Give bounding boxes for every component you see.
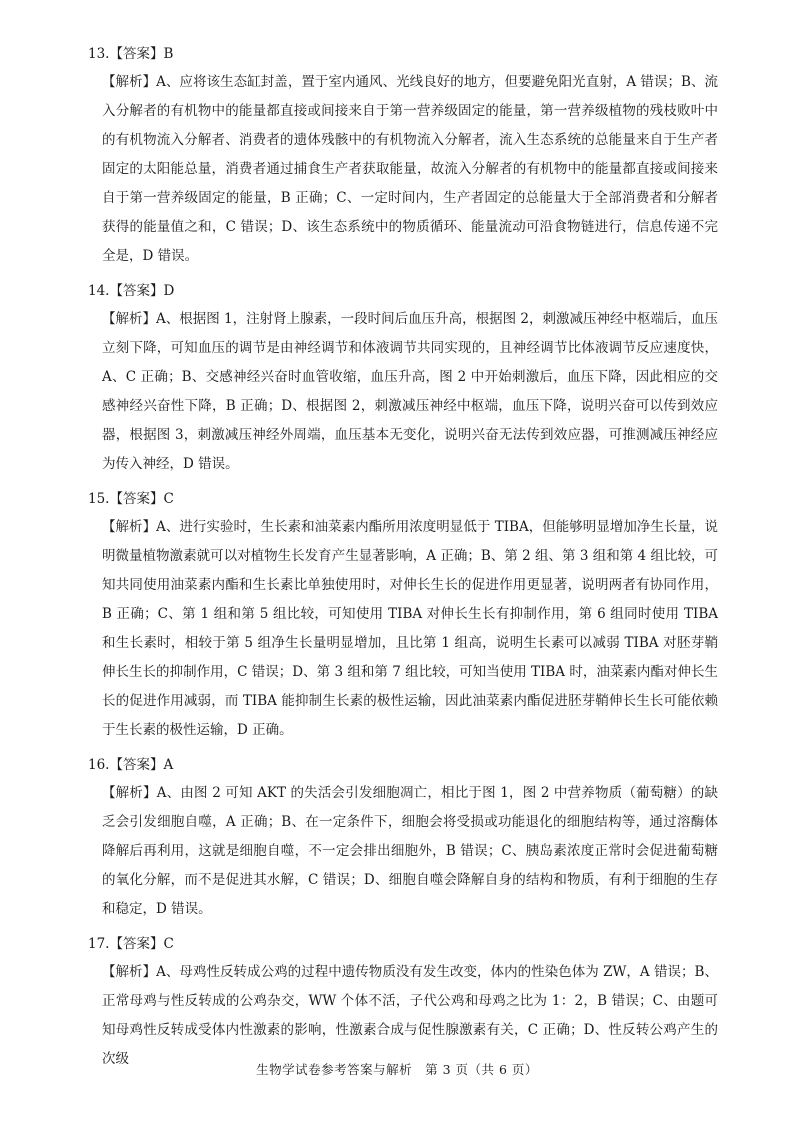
question-13: [88, 40, 718, 271]
page-footer: 生物学试卷参考答案与解析 第 3 页（共 6 页）: [256, 1062, 538, 1077]
analysis-paragraph: 【解析】A、根据图 1，注射肾上腺素，一段时间后血压升高，根据图 2，刺激减压神经中枢端后，血压立刻下降，可知血压的调节是由神经调节和体液调节共同实现的，且神经调节比体液调节反应速度快，A、C 正确；B、交感神经兴奋时血管收缩，血压升高，图 2 中开始刺激后，血压下降，因此相应的交感神经兴奋性下降，B 正确；D、根据图 2，刺激减压神经中枢端，血压下降，说明兴奋可以传到效应器，根据图 3，刺激减压神经外周端，血压基本无变化，说明兴奋无法传到效应器，可推测减压神经应为传入神经，D 错误。: [102, 311, 719, 472]
analysis-paragraph: 【解析】A、进行实验时，生长素和油菜素内酯所用浓度明显低于 TIBA，但能够明显增加净生长量，说明微量植物激素就可以对植物生长发育产生显著影响，A 正确；B、第 2 组、第 3 组和第 4 组比较，可知共同使用油菜素内酯和生长素比单独使用时，对伸长生长的促进作用更显著，说明两者有协同作用，B 正确；C、第 1 组和第 5 组比较，可知使用 TIBA 对伸长生长有抑制作用，第 6 组同时使用 TIBA 和生长素时，相较于第 5 组净生长量明显增加，且比第 1 组高，说明生长素可以减弱 TIBA 对胚芽鞘伸长生长的抑制作用，C 错误；D、第 3 组和第 7 组比较，可知当使用 TIBA 时，油菜素内酯对伸长生长的促进作用减弱，而 TIBA 能抑制生长素的极性运输，因此油菜素内酯促进胚芽鞘伸长生长可能依赖于生长素的极性运输，D 正确。: [102, 519, 718, 738]
answer-list: [88, 40, 718, 1074]
analysis-paragraph: 【解析】A、由图 2 可知 AKT 的失活会引发细胞凋亡，相比于图 1，图 2 中营养物质（葡萄糖）的缺乏会引发细胞自噬，A 正确；B、在一定条件下，细胞会将受损或功能退化的细胞结构等，通过溶酶体降解后再利用，这就是细胞自噬，不一定会排出细胞外，B 错误；C、胰岛素浓度正常时会促进葡萄糖的氧化分解，而不是促进其水解，C 错误；D、细胞自噬会降解自身的结构和物质，有利于细胞的生存和稳定，D 错误。: [102, 785, 718, 917]
answer-line: 14.【答案】D: [88, 283, 175, 299]
answer-line: 15.【答案】C: [88, 491, 174, 507]
analysis-paragraph: 【解析】A、应将该生态缸封盖，置于室内通风、光线良好的地方，但要避免阳光直射，A 错误；B、流入分解者的有机物中的能量都直接或间接来自于第一营养级固定的能量，第一营养级植物的残枝败叶中的有机物流入分解者、消费者的遗体残骸中的有机物流入分解者，流入生态系统的总能量来自于生产者固定的太阳能总量，消费者通过捕食生产者获取能量，故流入分解者的有机物中的能量都直接或间接来自于第一营养级固定的能量，B 正确；C、一定时间内，生产者固定的总能量大于全部消费者和分解者获得的能量值之和，C 错误；D、该生态系统中的物质循环、能量流动可沿食物链进行，信息传递不完全是，D 错误。: [102, 74, 718, 264]
question-14: [88, 277, 718, 479]
answer-line: 17.【答案】C: [88, 936, 174, 952]
answer-line: 16.【答案】A: [88, 757, 174, 773]
question-16: [88, 751, 718, 924]
analysis-paragraph: 【解析】A、母鸡性反转成公鸡的过程中遗传物质没有发生改变，体内的性染色体为 ZW，A 错误；B、正常母鸡与性反转成的公鸡杂交，WW 个体不活，子代公鸡和母鸡之比为 1：2，B 错误；C、由题可知母鸡性反转成受体内性激素的影响，性激素合成与促性腺激素有关，C 正确；D、性反转公鸡产生的次级: [102, 964, 718, 1067]
question-17: [88, 930, 718, 1074]
question-15: [88, 485, 718, 745]
answer-line: 13.【答案】B: [88, 46, 174, 62]
